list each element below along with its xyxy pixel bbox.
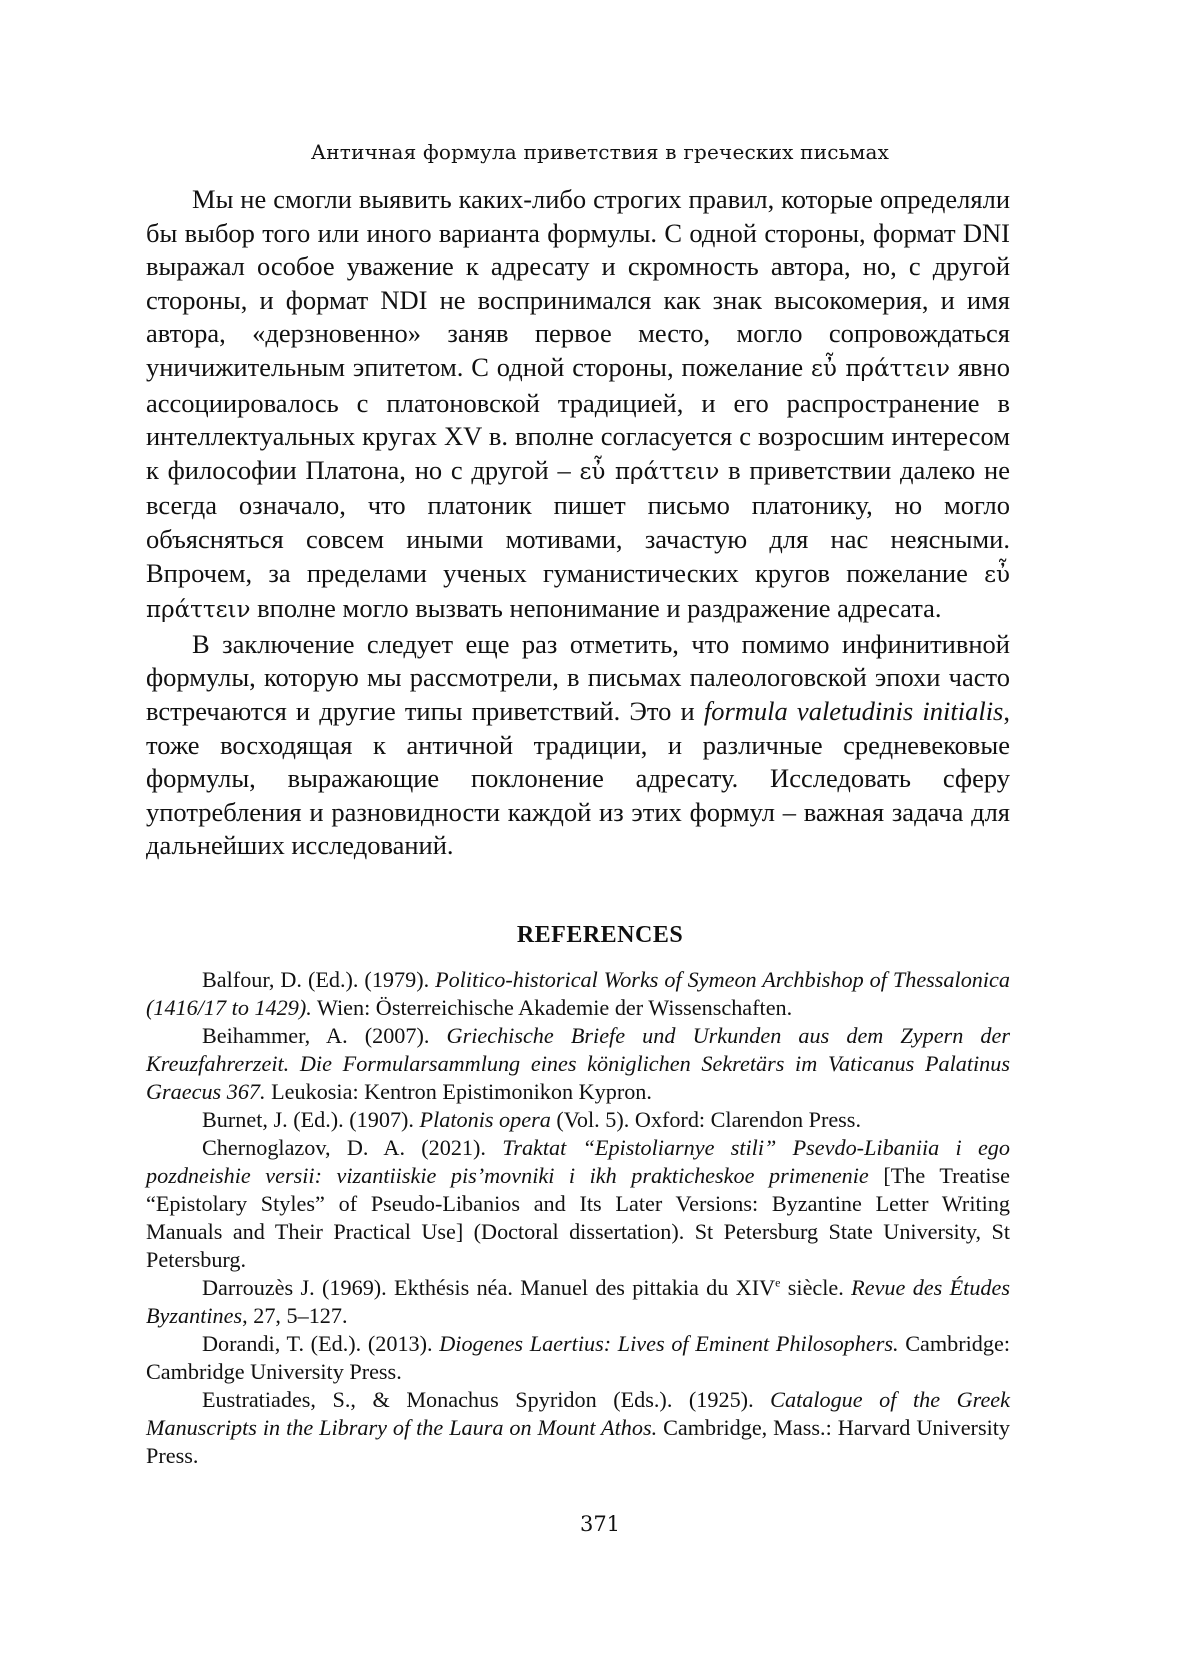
references-heading: REFERENCES	[516, 922, 684, 948]
ref-text: Darrouzès J. (1969). Ekthésis néa. Manuel des pittakia du XIV	[202, 1275, 776, 1300]
reference-entry-dorandi	[146, 1330, 1010, 1386]
ref-text: Eustratiades, S., & Monachus Spyridon (Eds.). (1925).	[202, 1387, 771, 1412]
ref-title: Platonis opera	[419, 1107, 551, 1132]
latin-term: formula valetudinis initialis	[703, 695, 1004, 726]
main-text	[146, 183, 1010, 863]
ref-title: Revue des Études Byzantines	[146, 1275, 1010, 1328]
reference-entry-beihammer	[146, 1022, 1010, 1106]
ref-title: Catalogue of the Greek Manuscripts in the Library of the Laura on Mount Athos.	[146, 1387, 1011, 1440]
ref-text: Burnet, J. (Ed.). (1907).	[202, 1107, 420, 1132]
running-head: Античная формула приветствия в греческих письмах	[310, 140, 890, 164]
ref-superscript: e	[775, 1275, 781, 1290]
greek-phrase: εὖ πράττειν	[810, 355, 950, 382]
greek-phrase: εὖ πράττειν	[146, 561, 1010, 624]
text-span: явно ассоциировалось с платоновской традицией, и его распространение в интеллектуальных кругах XV в. вполне согласуется с возросшим интересом к философии Платона, но с другой –	[146, 351, 1010, 485]
ref-text: Wien: Österreichische Akademie der Wissenschaften.	[311, 995, 793, 1020]
ref-text: Leukosia: Kentron Epistimonikon Kypron.	[265, 1079, 652, 1104]
paragraph-final-remarks	[146, 628, 1010, 863]
reference-entry-darrouzes	[146, 1274, 1010, 1330]
page-number: 371	[579, 1512, 621, 1536]
ref-title: Griechische Briefe und Urkunden aus dem Zypern der Kreuzfahrerzeit. Die Formularsammlung eines königlichen Sekretärs im Vaticanus Palatinus Graecus 367.	[146, 1023, 1010, 1104]
ref-title: Traktat “Epistoliarnye stili” Psevdo-Libaniia i ego pozdneishie versii: vizantiiskie pis’movniki i ikh prakticheskoe primenenie	[146, 1135, 1010, 1188]
ref-text: Chernoglazov, D. A. (2021).	[202, 1135, 503, 1160]
ref-text: siècle.	[780, 1275, 852, 1300]
text-span: , тоже восходящая к античной традиции, и различные средневековые формулы, выражающие поклонение адресату. Исследовать сферу употребления и разновидности каждой из этих формул – важная задача для дальнейших исследований.	[146, 695, 1010, 861]
text-span: вполне могло вызвать непонимание и раздражение адресата.	[250, 593, 942, 624]
references-list	[146, 966, 1010, 1470]
reference-entry-balfour	[146, 966, 1010, 1022]
ref-text: , 27, 5–127.	[242, 1303, 348, 1328]
ref-text: Cambridge: Cambridge University Press.	[146, 1331, 1010, 1384]
ref-title: Politico-historical Works of Symeon Archbishop of Thessalonica (1416/17 to 1429).	[146, 967, 1010, 1020]
text-span: В заключение следует еще раз отметить, что помимо инфинитивной формулы, которую мы рассмотрели, в письмах палеологовской эпохи часто встречаются и другие типы приветствий. Это и	[146, 628, 1010, 726]
greek-phrase: εὖ πράττειν	[579, 458, 720, 485]
text-span: Мы не смогли выявить каких-либо строгих правил, которые определяли бы выбор того или иного варианта формулы. С одной стороны, формат DNI выражал особое уважение к адресату и скромность автора, но, с другой стороны, и формат NDI не воспринимался как знак высокомерия, и имя автора, «дерзновенно» заняв первое место, могло сопровождаться уничижительным эпитетом. С одной стороны, пожелание	[146, 184, 1010, 382]
text-span: в приветствии далеко не всегда означало, что платоник пишет письмо платонику, но могло объясняться совсем иными мотивами, зачастую для нас неясными. Впрочем, за пределами ученых гуманистических кругов пожелание	[146, 454, 1010, 588]
ref-title: Diogenes Laertius: Lives of Eminent Philosophers.	[439, 1331, 899, 1356]
ref-text: Beihammer, A. (2007).	[202, 1023, 447, 1048]
paragraph-conclusion-rules	[146, 183, 1010, 628]
ref-text: Cambridge, Mass.: Harvard University Press.	[146, 1415, 1011, 1468]
reference-entry-burnet	[146, 1106, 1010, 1134]
ref-text: (Vol. 5). Oxford: Clarendon Press.	[550, 1107, 861, 1132]
reference-entry-chernoglazov	[146, 1134, 1010, 1274]
ref-text: [The Treatise “Epistolary Styles” of Pseudo-Libanios and Its Later Versions: Byzantine Letter Writing Manuals and Their Practical Use] (Doctoral dissertation). St Petersburg State University, St Petersburg.	[146, 1163, 1011, 1272]
reference-entry-eustratiades	[146, 1386, 1010, 1470]
ref-text: Dorandi, T. (Ed.). (2013).	[202, 1331, 440, 1356]
ref-text: Balfour, D. (Ed.). (1979).	[202, 967, 436, 992]
